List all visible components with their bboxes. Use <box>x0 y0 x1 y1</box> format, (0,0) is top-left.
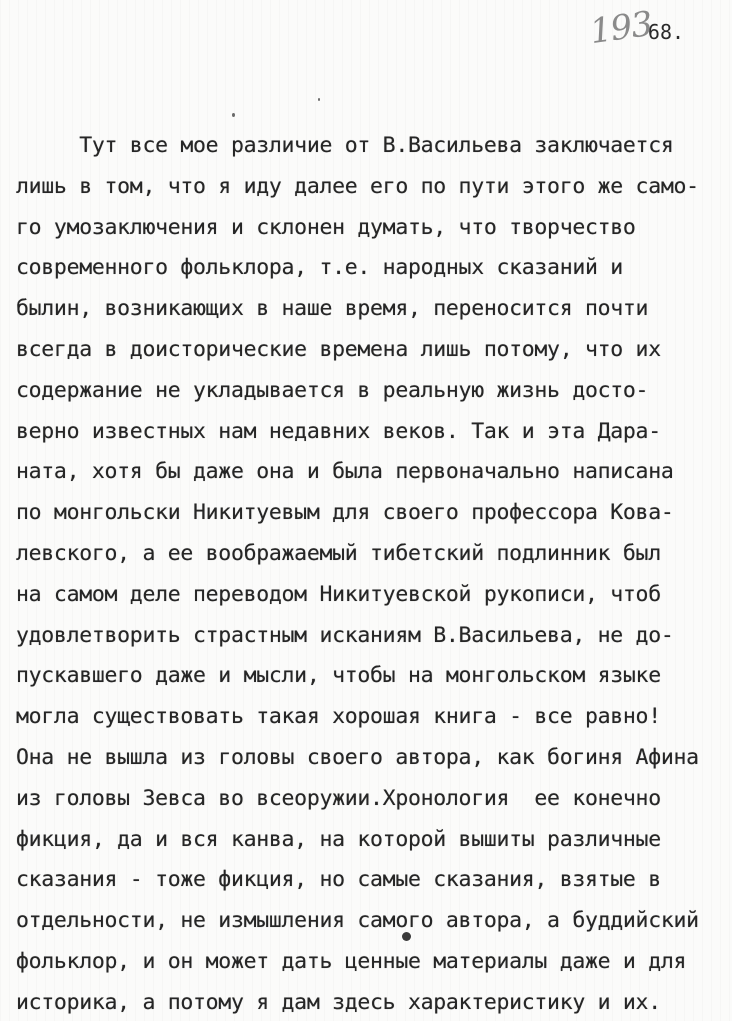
handwritten-page-number: 193 <box>587 3 655 53</box>
text-line: историка, а потому я дам здесь характеристику и их. <box>16 989 661 1015</box>
text-line: современного фольклора, т.е. народных сказаний и <box>16 255 623 281</box>
typed-page-number: 68. <box>647 20 685 44</box>
typed-paragraph <box>16 126 728 1021</box>
text-line: всегда в доисторические времена лишь потому, что их <box>16 336 661 362</box>
ink-speck <box>318 98 320 101</box>
text-line: сказания - тоже фикция, но самые сказания, взятые в <box>16 867 661 893</box>
text-line: Тут все мое различие от В.Васильева заключается <box>16 133 674 158</box>
text-line: ната, хотя бы даже она и была первоначально написана <box>16 459 674 485</box>
text-line: лишь в том, что я иду далее его по пути этого же само- <box>16 173 699 199</box>
text-line: отдельности, не измышления самого автора, а буддийский <box>16 908 699 934</box>
text-line: фольклор, и он может дать ценные материалы даже и для <box>16 948 687 974</box>
text-line: левского, а ее воображаемый тибетский подлинник был <box>16 540 661 566</box>
text-line: по монгольски Никитуевым для своего профессора Кова- <box>16 500 674 526</box>
text-line: на самом деле переводом Никитуевской рукописи, чтоб <box>16 581 661 607</box>
text-line: содержание не укладывается в реальную жизнь досто- <box>16 377 649 403</box>
ink-speck <box>232 113 235 117</box>
text-line: Она не вышла из головы своего автора, как богиня Афина <box>16 744 699 770</box>
text-line: фикция, да и вся канва, на которой вышиты различные <box>16 826 661 852</box>
text-line: верно известных нам недавних веков. Так и эта Дара- <box>16 418 661 444</box>
text-line: могла существовать такая хорошая книга - все равно! <box>16 704 661 730</box>
text-line: го умозаключения и склонен думать, что творчество <box>16 214 636 240</box>
text-line: былин, возникающих в наше время, переносится почти <box>16 296 649 322</box>
text-line: из головы Зевса во всеоружии.Хронология ее конечно <box>16 785 661 811</box>
page-number <box>587 3 685 53</box>
text-line: удовлетворить страстным исканиям В.Васильева, не до- <box>16 622 674 648</box>
text-line: пускавшего даже и мысли, чтобы на монгольском языке <box>16 663 661 689</box>
